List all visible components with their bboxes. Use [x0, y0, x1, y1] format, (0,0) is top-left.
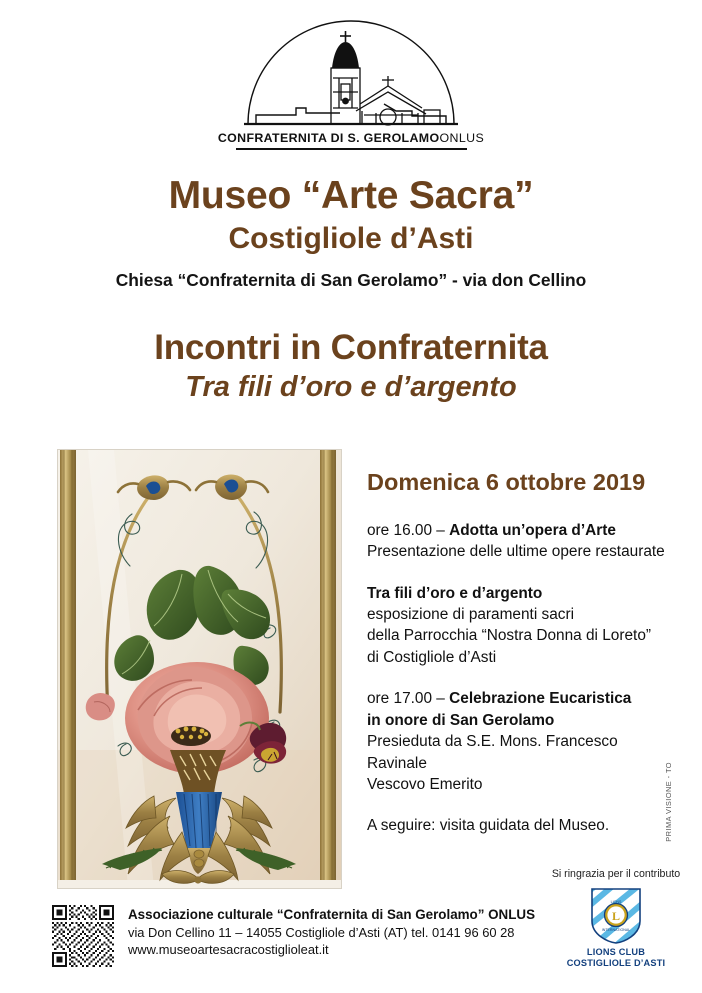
programme-line-plain: esposizione di paramenti sacri — [367, 606, 575, 624]
programme-group — [367, 583, 667, 669]
embroidery-photo — [58, 450, 341, 888]
page-subtitle-town: Costigliole d’Asti — [228, 221, 474, 255]
event-title: Incontri in Confraternita — [154, 328, 548, 367]
programme-line — [367, 647, 667, 668]
page-title: Museo “Arte Sacra” — [168, 174, 534, 217]
sponsor-name-line2: COSTIGLIOLE D’ASTI — [566, 957, 666, 968]
event-date: Domenica 6 ottobre 2019 — [367, 469, 646, 495]
programme-line-bold: in onore di San Gerolamo — [367, 711, 555, 729]
programme-line-plain: Presentazione delle ultime opere restaurate — [367, 543, 665, 561]
programme-line — [367, 710, 667, 731]
venue-line: Chiesa “Confraternita di San Gerolamo” - via don Cellino — [115, 270, 587, 291]
sponsor-name — [540, 947, 692, 969]
embroidery-illustration — [58, 450, 341, 888]
programme — [367, 470, 667, 857]
programme-line-plain: Vescovo Emerito — [367, 775, 483, 793]
programme-line — [367, 604, 667, 625]
logo-caption-bold: CONFRATERNITA DI S. GEROLAMO — [217, 131, 440, 145]
logo-caption-light: ONLUS — [439, 131, 485, 145]
svg-text:L: L — [611, 908, 621, 923]
programme-line-plain: ore 17.00 – — [367, 690, 450, 708]
sponsor-heading: Si ringrazia per il contributo — [551, 868, 681, 880]
programme-line-plain: Presieduta da S.E. Mons. Francesco Ravinale — [367, 733, 618, 772]
programme-line — [367, 815, 667, 836]
confraternita-logo — [0, 12, 702, 150]
programme-group — [367, 815, 667, 836]
programme-line — [367, 731, 667, 774]
print-credit: PRIMA VISIONE - TO — [664, 762, 673, 842]
programme-line-bold: Celebrazione Eucaristica — [449, 690, 632, 708]
logo-caption — [218, 131, 484, 145]
event-title-block — [0, 330, 702, 402]
sponsor-name-line1: LIONS CLUB — [586, 946, 646, 957]
logo-divider — [236, 148, 467, 150]
programme-line — [367, 688, 667, 709]
event-subtitle: Tra fili d’oro e d’argento — [185, 370, 517, 403]
programme-line — [367, 541, 667, 562]
sponsor-block — [540, 868, 692, 969]
programme-line-plain: A seguire: visita guidata del Museo. — [367, 817, 610, 835]
programme-line — [367, 774, 667, 795]
programme-line-plain: della Parrocchia “Nostra Donna di Loreto” — [367, 627, 652, 645]
page-title-block — [0, 176, 702, 291]
footer-org: Associazione culturale “Confraternita di San Gerolamo” ONLUS — [128, 907, 536, 922]
footer-text — [128, 905, 535, 959]
footer-website[interactable]: www.museoartesacracostiglioleat.it — [128, 942, 329, 958]
church-outline-icon — [236, 12, 466, 130]
svg-text:INTERNATIONAL: INTERNATIONAL — [601, 927, 631, 932]
footer — [52, 905, 535, 967]
programme-line-bold: Adotta un’opera d’Arte — [449, 521, 616, 539]
programme-line-plain: ore 16.00 – — [367, 521, 450, 539]
programme-group — [367, 520, 667, 563]
programme-line — [367, 520, 667, 541]
footer-address: via Don Cellino 11 – 14055 Costigliole d’Asti (AT) tel. 0141 96 60 28 — [128, 924, 515, 940]
programme-line — [367, 625, 667, 646]
programme-line — [367, 583, 667, 604]
lions-club-shield-icon — [590, 887, 642, 945]
programme-line-bold: Tra fili d’oro e d’argento — [367, 584, 543, 602]
svg-text:LIONS: LIONS — [610, 899, 622, 904]
programme-line-plain: di Costigliole d’Asti — [367, 648, 497, 666]
programme-group — [367, 688, 667, 795]
programme-groups — [367, 520, 667, 837]
qr-code-icon[interactable] — [52, 905, 114, 967]
